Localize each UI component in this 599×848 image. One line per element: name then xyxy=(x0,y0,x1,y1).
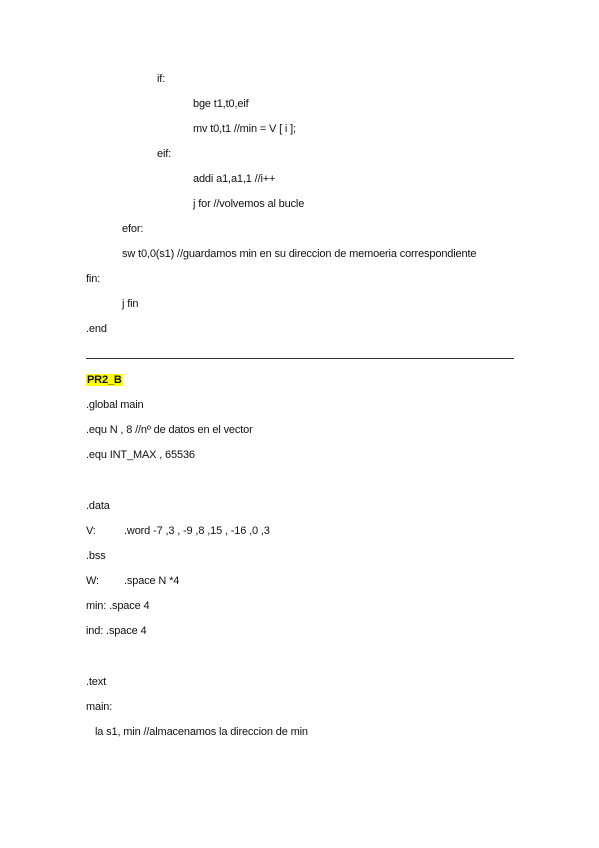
code-line-sw: sw t0,0(s1) //guardamos min en su direccion de memoeria correspondiente xyxy=(122,248,477,260)
code-line-equ-n: .equ N , 8 //nº de datos en el vector xyxy=(86,424,253,436)
code-line-j-for: j for //volvemos al bucle xyxy=(193,198,305,210)
code-line-w-space xyxy=(86,574,179,588)
code-line-eif-label: eif: xyxy=(157,148,172,160)
code-value-v: .word -7 ,3 , -9 ,8 ,15 , -16 ,0 ,3 xyxy=(124,525,270,537)
code-label-v: V: xyxy=(86,525,96,537)
code-line-bss: .bss xyxy=(86,550,106,562)
code-line-bge: bge t1,t0,eif xyxy=(193,98,249,110)
section-heading-text: PR2_B xyxy=(87,374,122,386)
code-line-v-word xyxy=(86,524,270,538)
code-line-min-space: min: .space 4 xyxy=(86,600,150,612)
code-line-j-fin: j fin xyxy=(122,298,139,310)
code-line-text: .text xyxy=(86,676,107,688)
code-line-la: la s1, min //almacenamos la direccion de min xyxy=(95,726,308,738)
section-divider xyxy=(86,358,514,359)
code-line-ind-space: ind: .space 4 xyxy=(86,625,147,637)
code-line-mv: mv t0,t1 //min = V [ i ]; xyxy=(193,123,296,135)
section-heading xyxy=(86,373,123,387)
code-value-w: .space N *4 xyxy=(124,575,180,587)
code-line-global: .global main xyxy=(86,399,144,411)
code-line-equ-int-max: .equ INT_MAX , 65536 xyxy=(86,449,195,461)
code-label-w: W: xyxy=(86,575,99,587)
code-line-fin-label: fin: xyxy=(86,273,101,285)
code-line-if-label: if: xyxy=(157,73,166,85)
code-line-data: .data xyxy=(86,500,110,512)
code-line-efor-label: efor: xyxy=(122,223,144,235)
code-line-main-label: main: xyxy=(86,701,113,713)
code-line-addi: addi a1,a1,1 //i++ xyxy=(193,173,276,185)
code-line-end: .end xyxy=(86,323,107,335)
